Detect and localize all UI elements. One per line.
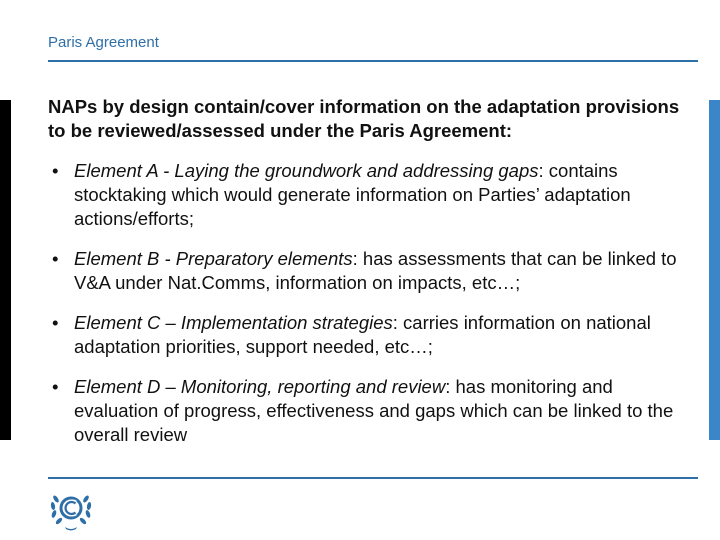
bullet-lead: Element D – Monitoring, reporting and review [74, 376, 446, 397]
bullet-marker: • [52, 376, 59, 397]
bullet-marker: • [52, 160, 59, 181]
bullet-text: : has monitoring and evaluation of progress, effectiveness and gaps which can be linked to the overall review [74, 376, 674, 445]
bullet-text: : carries information on national adaptation priorities, support needed, etc…; [74, 312, 651, 357]
bullet-element-d [48, 375, 688, 447]
bullet-lead: Element B - Preparatory elements [74, 248, 353, 269]
bullet-marker: • [52, 312, 59, 333]
left-accent-bar [0, 100, 11, 440]
bullet-list [48, 159, 688, 447]
right-accent-bar [709, 100, 720, 440]
unfccc-logo-icon [46, 487, 96, 533]
footer-divider [48, 477, 698, 479]
bullet-lead: Element C – Implementation strategies [74, 312, 393, 333]
page-title: Paris Agreement [48, 34, 159, 51]
bullet-marker: • [52, 248, 59, 269]
bullet-element-a [48, 159, 688, 231]
intro-text: NAPs by design contain/cover information on the adaptation provisions to be reviewed/assessed under the Paris Agreement: [48, 96, 680, 141]
slide-content [48, 95, 688, 463]
header-divider [48, 60, 698, 62]
bullet-element-b [48, 247, 688, 295]
bullet-text: : contains stocktaking which would generate information on Parties’ adaptation actions/efforts; [74, 160, 631, 229]
bullet-element-c [48, 311, 688, 359]
bullet-text: : has assessments that can be linked to V&A under Nat.Comms, information on impacts, etc…; [74, 248, 677, 293]
bullet-lead: Element A - Laying the groundwork and addressing gaps [74, 160, 539, 181]
